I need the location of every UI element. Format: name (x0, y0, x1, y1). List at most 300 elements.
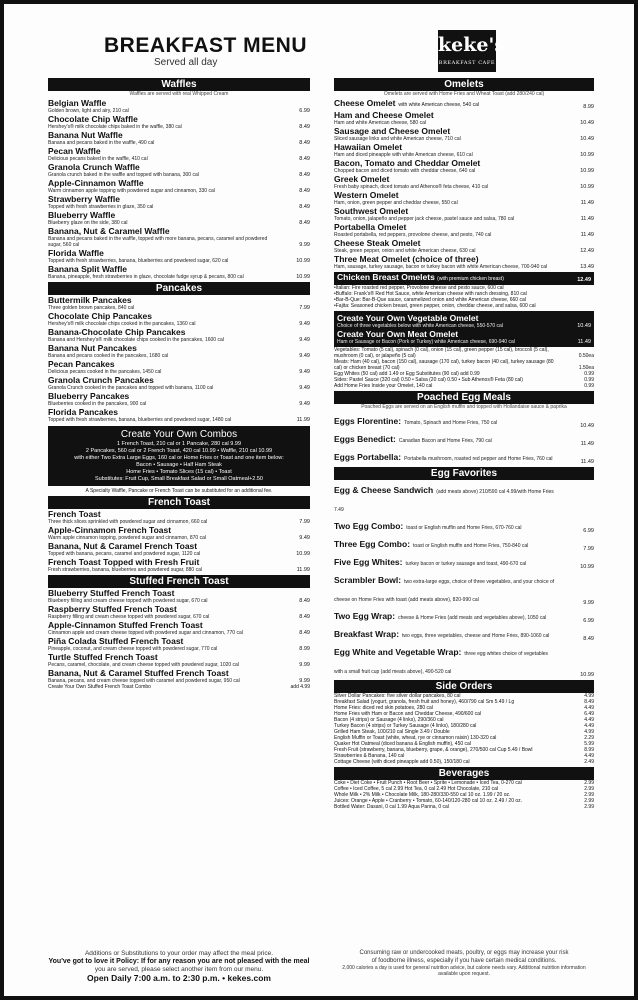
poached-subtitle: Poached Eggs are served on an English muffin and topped with Hollandaise sauce & paprika (361, 404, 567, 410)
item-name (48, 668, 274, 678)
item-description: two eggs, three vegetables, cheese and Home Fries, 890-1060 cal (402, 633, 550, 639)
item-name-text: French Toast (48, 509, 101, 519)
menu-item (48, 668, 310, 684)
beverages-header: Beverages (334, 767, 594, 780)
item-price: 6.99 (583, 618, 594, 624)
omelets-header: Omelets (334, 78, 594, 91)
item-description: Topped with banana, pecans, caramel and powdered sugar, 1120 cal (48, 551, 201, 557)
french-toast-list (48, 509, 310, 573)
egg-favorites-list (334, 480, 594, 678)
item-description: Canadian Bacon and Home Fries, 790 cal (398, 438, 492, 444)
item-description: Banana and pecans baked in the waffle, 490 cal (48, 140, 155, 146)
waffles-list (48, 98, 310, 280)
list-item: •Italian: Fire roasted red pepper, Provolone cheese and pesto sauce, 600 cal (334, 285, 504, 291)
menu-item (334, 98, 594, 110)
menu-item (48, 407, 310, 423)
menu-item (48, 620, 310, 636)
item-name (48, 162, 274, 172)
stuffed-combo-price: add 4.99 (290, 684, 310, 690)
item-description: Portabella mushroom, roasted red pepper and Home Fries, 760 cal (404, 456, 553, 462)
item-name (334, 254, 558, 264)
combo-line: Substitutes: Fruit Cup, Small Breakfast Salad or Small Oatmeal+2.50 (95, 476, 263, 482)
menu-title: BREAKFAST MENU (104, 34, 308, 57)
list-item-text: Breakfast Salad (yogurt, granola, fresh fruit and honey), 460/790 cal Sm 5.49 / Lg (334, 699, 515, 705)
item-price: 6.99 (299, 108, 310, 114)
menu-item (48, 210, 310, 226)
menu-item (48, 114, 310, 130)
item-name-text: Hawaiian Omelet (334, 142, 403, 152)
menu-item (334, 570, 594, 606)
list-item: •Buffalo: Frank's® Red Hot Sauce, white American cheese with ranch dressing, 810 cal (334, 291, 527, 297)
item-name (48, 407, 274, 417)
item-price: 11.49 (580, 200, 594, 206)
item-price: 7.99 (583, 546, 594, 552)
item-price: 9.99 (583, 600, 594, 606)
item-price: 9.49 (299, 337, 310, 343)
create-veg-omelet (337, 313, 591, 329)
item-description: Fresh baby spinach, diced tomato and Athenos® feta cheese, 410 cal (334, 184, 489, 190)
create-veg-price: 10.49 (577, 323, 591, 329)
list-item-text: English Muffin or Toast (white, wheat, rye or cinnamon raisin) 130-320 cal (334, 735, 497, 741)
item-price: 8.49 (299, 188, 310, 194)
item-description: Delicious pecans baked in the waffle, 410 cal (48, 156, 148, 162)
item-name-text: Piña Colada Stuffed French Toast (48, 636, 184, 646)
pancakes-header: Pancakes (48, 282, 310, 295)
list-item-text: Bottled Water: Dasani, 0 cal 1.99 Aqua Panna, 0 cal (334, 804, 449, 810)
create-veg-title: Create Your Own Vegetable Omelet (337, 313, 479, 323)
item-description: Banana, pecans, and cream cheese topped with caramel and powdered sugar, 950 cal (48, 678, 240, 684)
item-price: 9.49 (299, 321, 310, 327)
item-name-text: Portabella Omelet (334, 222, 407, 232)
item-price: 8.99 (583, 104, 594, 110)
side-orders-list (334, 693, 594, 765)
menu-item (334, 126, 594, 142)
side-orders-header: Side Orders (334, 680, 594, 693)
item-price: 9.49 (299, 369, 310, 375)
item-price: 11.49 (580, 441, 594, 447)
menu-item (48, 130, 310, 146)
create-veg-desc: Choice of three vegetables below with white American cheese, 550-570 cal (337, 323, 503, 329)
list-item-text: Sides: Pastel Sauce (320 cal) 0.50 • Salsa (20 cal) 0.50 • Sub Athenos® Feta (80 cal) (334, 377, 523, 383)
item-price: 10.99 (296, 551, 310, 557)
pancakes-list (48, 295, 310, 423)
menu-item (48, 652, 310, 668)
item-description: Three golden brown pancakes, 840 cal (48, 305, 135, 311)
item-description: three egg whites choice of vegetables with a small fruit cup (add meats above), 490-520 cal (334, 651, 549, 675)
item-description: Topped with fresh strawberries in glaze, 350 cal (48, 204, 154, 210)
menu-item (48, 359, 310, 375)
item-description: Banana and pecans cooked in the pancakes, 1680 cal (48, 353, 169, 359)
item-name (48, 295, 274, 305)
create-meat-omelet (337, 329, 591, 345)
stuffed-combo-line (48, 684, 310, 690)
item-name-text: Pecan Waffle (48, 146, 101, 156)
item-price: 8.49 (299, 598, 310, 604)
list-item-text: Coke • Diet Coke • Fruit Punch • Root Beer • Sprite • Lemonade • Iced Tea, 0-270 cal (334, 780, 522, 786)
menu-item (48, 162, 310, 178)
chicken-omelets-list (334, 285, 594, 309)
waffles-subtitle: Waffles are served with real Whipped Cream (129, 91, 229, 97)
menu-item (334, 238, 594, 254)
item-description: Topped with fresh strawberries, banana, blueberries and powdered sugar, 620 cal (48, 258, 229, 264)
list-item-text: Meats: Ham (40 cal), bacon (150 cal), sausage (170 cal), turkey bacon (40 cal), turkey sausage (80 cal) or chicken breast (70 cal) (334, 359, 554, 371)
list-item-price: 2.99 (584, 786, 594, 792)
item-description: Three thick slices sprinkled with powdered sugar and cinnamon, 660 cal (48, 519, 208, 525)
item-description: Raspberry filling and cream cheese topped with powdered sugar, 670 cal (48, 614, 210, 620)
item-name-text: Belgian Waffle (48, 98, 107, 108)
item-description: Golden brown, light and airy, 210 cal (48, 108, 129, 114)
list-item-price: 0.99 (584, 377, 594, 383)
item-name-text: Granola Crunch Waffle (48, 162, 140, 172)
footer-left (48, 950, 310, 982)
item-price: 8.49 (299, 140, 310, 146)
item-name (48, 264, 274, 274)
list-item-price: 0.99 (584, 383, 594, 389)
item-price: 8.99 (299, 646, 310, 652)
item-price: 10.99 (580, 564, 594, 570)
item-price: 10.99 (580, 672, 594, 678)
list-item: •Bar-B-Que: Bar-B-Que sauce, caramelized onion and white American cheese, 660 cal (334, 297, 526, 303)
poached-header: Poached Egg Meals (334, 391, 594, 404)
item-price: 9.99 (299, 662, 310, 668)
item-name (334, 206, 558, 216)
list-item-price: 1.50ea (578, 365, 594, 371)
item-name (334, 158, 558, 168)
item-name (48, 130, 274, 140)
item-name: Two Egg Combo: (334, 521, 404, 531)
chicken-omelets-header (334, 272, 594, 285)
item-name (48, 620, 274, 630)
create-meat-desc: Ham or Sausage or Bacon (Pork or Turkey) white American cheese, 690-940 cal (337, 339, 515, 345)
create-meat-title: Create Your Own Meat Omelet (337, 329, 459, 339)
menu-item (334, 624, 594, 642)
menu-item (48, 226, 310, 248)
combos-title: Create Your Own Combos (120, 429, 238, 440)
item-name-text: Three Meat Omelet (choice of three) (334, 254, 479, 264)
item-description: Tomato, Spinach and Home Fries, 750 cal (404, 420, 498, 426)
menu-item (334, 606, 594, 624)
item-name-text: Banana Nut Waffle (48, 130, 123, 140)
menu-item (334, 411, 594, 429)
create-omelet-box (334, 311, 594, 347)
item-price: 10.99 (580, 184, 594, 190)
item-name: Egg & Cheese Sandwich (334, 485, 434, 495)
item-name (48, 194, 274, 204)
item-description: Blueberry filling and cream cheese topped with powdered sugar, 670 cal (48, 598, 208, 604)
item-price: 10.99 (296, 274, 310, 280)
item-name-text: Sausage and Cheese Omelet (334, 126, 451, 136)
combos-lines (52, 441, 306, 483)
poached-list (334, 411, 594, 465)
item-name: Three Egg Combo: (334, 539, 411, 549)
list-item-price: 0.99 (584, 371, 594, 377)
item-description: Banana and Hershey's® milk chocolate chips cooked in the pancakes, 1600 cal (48, 337, 224, 343)
menu-item (48, 509, 310, 525)
list-item-price: 2.99 (584, 780, 594, 786)
item-description: Ham and diced pineapple with white American cheese, 610 cal (334, 152, 473, 158)
right-column (334, 76, 594, 810)
item-price: 9.49 (299, 353, 310, 359)
stuffed-french-toast-list (48, 588, 310, 684)
item-description: Pineapple, coconut, and cream cheese topped with powdered sugar, 770 cal (48, 646, 218, 652)
item-description: Cinnamon apple and cream cheese topped with powdered sugar and cinnamon, 770 cal (48, 630, 243, 636)
item-description: Banana and pecans baked in the waffle, topped with more banana, pecans, caramel and powdered sugar, 560 cal (48, 236, 268, 248)
omelets-list (334, 98, 594, 270)
list-item-text: Home Fries with Ham or Bacon and Cheddar Cheese, 490/600 cal (334, 711, 482, 717)
item-description: Steak, green pepper, onion and white American cheese, 630 cal (334, 248, 476, 254)
item-name-text: Chocolate Chip Pancakes (48, 311, 152, 321)
list-item-price: 2.99 (584, 804, 594, 810)
item-name-text: Greek Omelet (334, 174, 390, 184)
list-item (334, 759, 594, 765)
item-price: 9.49 (299, 385, 310, 391)
list-item-price: 4.49 (584, 717, 594, 723)
menu-item (334, 552, 594, 570)
item-description: Topped with fresh strawberries, banana, blueberries and powdered sugar, 1480 cal (48, 417, 232, 423)
item-price: 10.49 (580, 120, 594, 126)
item-description: two extra-large eggs, choice of three vegetables, and your choice of cheese on Home Fries with toast (add meats above), 820-990 cal (334, 579, 555, 603)
item-description: Delicious pecans cooked in the pancakes, 1450 cal (48, 369, 162, 375)
item-name (48, 226, 274, 236)
waffles-header: Waffles (48, 78, 310, 91)
item-name: Eggs Florentine: (334, 416, 402, 426)
item-name: Two Egg Wrap: (334, 611, 396, 621)
item-description: Blueberries cooked in the pancakes, 900 cal (48, 401, 147, 407)
item-name-text: Banana Split Waffle (48, 264, 128, 274)
item-price: 9.49 (299, 535, 310, 541)
item-price: 11.49 (580, 459, 594, 465)
item-price: 11.49 (580, 216, 594, 222)
item-price: 8.49 (299, 204, 310, 210)
menu-item (48, 295, 310, 311)
item-description: Hershey's® milk chocolate chips baked in the waffle, 380 cal (48, 124, 182, 130)
item-price: 8.49 (299, 172, 310, 178)
list-item-text: Vegetables: Tomato (5 cal), spinach (0 cal), onion (15 cal), green pepper (15 cal), broccoli (5 cal), mushroom (0 cal), or jalapeño (5 cal) (334, 347, 549, 359)
item-description: turkey bacon or turkey sausage and toast, 490-670 cal (405, 561, 527, 567)
menu-item (334, 447, 594, 465)
item-name (48, 636, 274, 646)
item-name-text: Blueberry Pancakes (48, 391, 130, 401)
logo-subtext: BREAKFAST CAFE (438, 60, 496, 66)
list-item-price: 8.99 (584, 747, 594, 753)
item-name-text: Cheese Steak Omelet (334, 238, 421, 248)
list-item-price: 4.49 (584, 705, 594, 711)
item-price: 11.99 (296, 567, 310, 573)
item-name (48, 391, 274, 401)
item-description: cheese & Home Fries (add meats and vegetables above), 1050 cal (398, 615, 547, 621)
omelet-options-list (334, 347, 594, 389)
item-name-text: Apple-Cinnamon French Toast (48, 525, 172, 535)
item-name (48, 210, 274, 220)
list-item (334, 359, 594, 371)
menu-item (334, 110, 594, 126)
item-name (48, 114, 274, 124)
item-name-suffix: with white American cheese, 540 cal (398, 102, 480, 108)
menu-item (48, 248, 310, 264)
item-description: Tomato, onion, jalapeño and pepper jack cheese, pastel sauce and salsa, 780 cal (334, 216, 515, 222)
list-item-text: Add Home Fries Inside your Omelet, 140 cal (334, 383, 433, 389)
menu-item (48, 541, 310, 557)
item-name (48, 311, 274, 321)
list-item-price: 2.49 (584, 759, 594, 765)
item-description: Sliced sausage links and white American cheese, 710 cal (334, 136, 461, 142)
list-item-text: Strawberries & Banana, 140 cal (334, 753, 405, 759)
item-name-text: Banana Nut Pancakes (48, 343, 137, 353)
menu-item (48, 311, 310, 327)
item-name (334, 174, 558, 184)
menu-item (334, 516, 594, 534)
item-description: Banana, pineapple, fresh strawberries in glaze, chocolate fudge syrup & pecans, 800 cal (48, 274, 244, 280)
item-price: 11.49 (580, 232, 594, 238)
french-toast-header: French Toast (48, 496, 310, 509)
item-name (48, 525, 274, 535)
footer-right-line1: Consuming raw or undercooked meats, poultry, or eggs may increase your risk (359, 950, 569, 956)
item-price: 12.49 (580, 248, 594, 254)
item-name-text: Banana, Nut & Caramel French Toast (48, 541, 198, 551)
item-price: 10.99 (296, 258, 310, 264)
item-name (48, 604, 274, 614)
list-item (334, 347, 594, 359)
item-name: Egg White and Vegetable Wrap: (334, 647, 462, 657)
item-price: 11.99 (296, 417, 310, 423)
item-price: 10.49 (580, 423, 594, 429)
list-item-price: 2.99 (584, 798, 594, 804)
item-price: 9.99 (299, 242, 310, 248)
item-price: 10.99 (580, 152, 594, 158)
item-name (48, 557, 274, 567)
list-item-text: Whole Milk • 2% Milk • Chocolate Milk, 180-280/330-550 cal 10 oz. 1.99 / 20 oz. (334, 792, 511, 798)
menu-item (48, 375, 310, 391)
footer-left-line3: you are served, please select another item from our menu. (94, 966, 264, 973)
item-description: toast or English muffin and Home Fries, 750-840 cal (413, 543, 529, 549)
menu-item (48, 525, 310, 541)
item-price: 13.49 (580, 264, 594, 270)
menu-item (48, 557, 310, 573)
item-description: toast or English muffin and Home Fries, 670-760 cal (406, 525, 522, 531)
item-name (48, 178, 274, 188)
item-name-text: Ham and Cheese Omelet (334, 110, 434, 120)
menu-item (334, 222, 594, 238)
item-name (334, 110, 558, 120)
menu-item (334, 174, 594, 190)
menu-item (334, 190, 594, 206)
item-description: (add meats above) 210/590 cal 4.99/with Home Fries 7.49 (334, 489, 554, 513)
list-item: •Fajita: Seasoned chicken breast, green pepper, onion, cheddar cheese, and salsa, 600 cal (334, 303, 536, 309)
menu-item (48, 636, 310, 652)
item-price: 9.49 (299, 401, 310, 407)
list-item-text: Home Fries: diced red skin potatoes, 280 cal (334, 705, 433, 711)
list-item-text: Juices: Orange • Apple • Cranberry • Tomato, 60-140/120-280 cal 10 oz. 2.49 / 20 oz. (334, 798, 523, 804)
item-description: Warm cinnamon apple topping with powdered sugar and cinnamon, 330 cal (48, 188, 215, 194)
footer-right-line3: 2,000 calories a day is used for general nutrition advice, but calorie needs vary. Additional nutrition information available upon request. (342, 965, 586, 977)
omelets-subtitle: Omelets are served with Home Fries and Wheat Toast (add 280/240 cal) (383, 91, 545, 97)
item-name-text: Pecan Pancakes (48, 359, 115, 369)
item-name (48, 541, 274, 551)
item-price: 7.99 (299, 519, 310, 525)
list-item-price: 0.50ea (578, 353, 594, 359)
menu-item (48, 343, 310, 359)
item-price: 8.49 (299, 220, 310, 226)
item-name-text: Southwest Omelet (334, 206, 409, 216)
beverages-list (334, 780, 594, 810)
menu-item (334, 206, 594, 222)
item-name-text: Banana-Chocolate Chip Pancakes (48, 327, 186, 337)
item-name (48, 327, 274, 337)
item-name-text: Buttermilk Pancakes (48, 295, 132, 305)
list-item-text: Egg Whites (50 cal) add 1.49 or Egg Substitutes (90 cal) add 0.99 (334, 371, 480, 377)
create-meat-price: 11.49 (577, 339, 591, 345)
item-name-text: Apple-Cinnamon Stuffed French Toast (48, 620, 203, 630)
item-name-text: French Toast Topped with Fresh Fruit (48, 557, 200, 567)
combo-line: 1 French Toast, 210 cal or 1 Pancake, 280 cal 9.99 (116, 441, 242, 447)
menu-item (334, 254, 594, 270)
item-description: Granola crunch baked in the waffle and topped with banana, 300 cal (48, 172, 199, 178)
item-description: Ham and white American cheese, 580 cal (334, 120, 426, 126)
item-price: 8.49 (299, 156, 310, 162)
item-name: Eggs Portabella: (334, 452, 402, 462)
item-name-text: Banana, Nut & Caramel Stuffed French Toast (48, 668, 229, 678)
item-price: 9.99 (299, 678, 310, 684)
list-item-text: Cottage Cheese (with diced pineapple add 0.50), 150/180 cal (334, 759, 470, 765)
item-name-text: Strawberry Waffle (48, 194, 120, 204)
menu-item (334, 142, 594, 158)
menu-item (48, 98, 310, 114)
item-name-text: Apple-Cinnamon Waffle (48, 178, 144, 188)
item-name (334, 98, 558, 110)
list-item-price: 4.99 (584, 729, 594, 735)
item-name-text: Blueberry Waffle (48, 210, 116, 220)
combos-note: A Specialty Waffle, Pancake or French Toast can be substituted for an additional fee. (85, 488, 273, 494)
item-description: Warm apple cinnamon topping, powdered sugar and cinnamon, 870 cal (48, 535, 206, 541)
item-name-text: Cheese Omelet (334, 98, 396, 108)
menu-item (334, 480, 594, 516)
item-name-text: Florida Pancakes (48, 407, 118, 417)
menu-item (334, 429, 594, 447)
list-item-price: 5.99 (584, 741, 594, 747)
combo-line: with either Two Extra Large Eggs, 160 cal or Home Fries or Toast and one item below: (74, 455, 284, 461)
item-name-text: Banana, Nut & Caramel Waffle (48, 226, 170, 236)
item-name-text: Blueberry Stuffed French Toast (48, 588, 175, 598)
item-price: 6.99 (583, 528, 594, 534)
chicken-omelets-suffix: (with premium chicken breast) (437, 276, 504, 282)
menu-item (48, 194, 310, 210)
item-name-text: Raspberry Stuffed French Toast (48, 604, 177, 614)
item-description: Hershey's® milk chocolate chips cooked in the pancakes, 1360 cal (48, 321, 196, 327)
item-price: 10.49 (580, 136, 594, 142)
kekes-logo (438, 30, 506, 72)
item-name (48, 146, 274, 156)
footer-left-line2: You've got to love it Policy: If for any reason you are not pleased with the meal (48, 958, 310, 965)
list-item-price: 4.99 (584, 693, 594, 699)
item-description: Chopped bacon and diced tomato with cheddar cheese, 640 cal (334, 168, 476, 174)
list-item-text: Quaker Hot Oatmeal (diced banana & English muffin), 450 cal (334, 741, 471, 747)
menu-item (48, 327, 310, 343)
menu-item (48, 264, 310, 280)
item-price: 7.99 (299, 305, 310, 311)
list-item-text: Fresh Fruit (strawberry, banana, blueberry, grape, & orange), 270/500 cal Cup 5.49 / Bowl (334, 747, 533, 753)
list-item-text: Turkey Bacon (4 strips) or Turkey Sausage (4 links), 180/280 cal (334, 723, 477, 729)
item-description: Pecans, caramel, chocolate, and cream cheese topped with powdered sugar, 1020 cal (48, 662, 239, 668)
item-name (334, 222, 558, 232)
item-name-text: Turtle Stuffed French Toast (48, 652, 158, 662)
list-item (334, 804, 594, 810)
list-item-price: 2.29 (584, 735, 594, 741)
item-name (334, 126, 558, 136)
item-name (48, 343, 274, 353)
footer-right-line2: of foodborne illness, especially if you have certain medical conditions. (371, 957, 557, 964)
item-price: 8.49 (299, 630, 310, 636)
item-name-text: Granola Crunch Pancakes (48, 375, 154, 385)
